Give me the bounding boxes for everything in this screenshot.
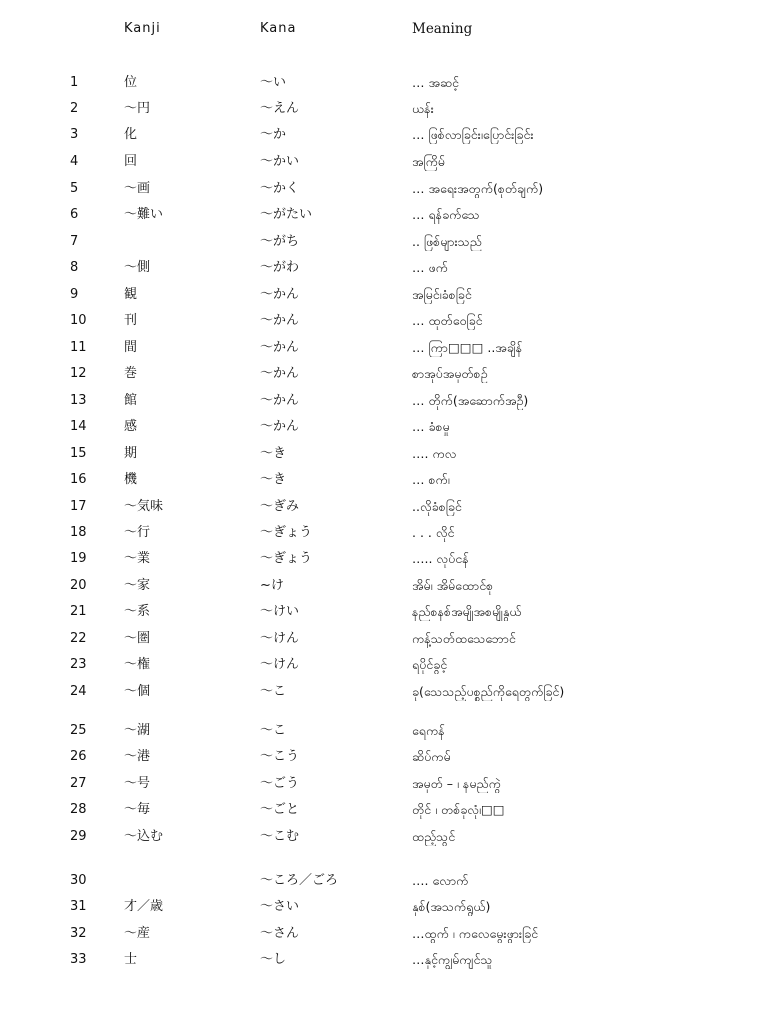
table-row: [0, 471, 768, 493]
meaning-cell: ရေကန်: [412, 723, 445, 738]
row-number: 15: [70, 446, 87, 461]
row-number: 30: [70, 873, 87, 888]
kanji-cell: ～権: [124, 657, 151, 672]
table-row: [0, 775, 768, 797]
row-number: 13: [70, 393, 87, 408]
row-number: 21: [70, 604, 87, 619]
meaning-cell: အိမ်၊ အိမ်ထောင်စု: [412, 578, 494, 593]
kanji-cell: ～港: [124, 749, 151, 764]
row-number: 11: [70, 340, 87, 355]
kanji-cell: 化: [124, 127, 138, 142]
table-row: [0, 722, 768, 744]
row-number: 4: [70, 154, 79, 169]
row-number: 19: [70, 551, 87, 566]
meaning-cell: … တိုက်(အဆောက်အဦ): [412, 393, 529, 408]
meaning-cell: ကန့်သတ်ထသေဘောင်: [412, 631, 516, 646]
kana-cell: ～こう: [260, 749, 300, 764]
kanji-cell: 機: [124, 472, 138, 487]
row-number: 16: [70, 472, 87, 487]
meaning-cell: ယန်း: [412, 101, 434, 116]
table-row: [0, 233, 768, 255]
kana-cell: ～か: [260, 127, 287, 142]
kana-cell: ～き: [260, 446, 287, 461]
row-number: 33: [70, 952, 87, 967]
table-row: [0, 748, 768, 770]
row-number: 24: [70, 684, 87, 699]
table-row: [0, 801, 768, 823]
kana-cell: ～かん: [260, 419, 300, 434]
row-number: 14: [70, 419, 87, 434]
kana-cell: ～ころ／ごろ: [260, 873, 339, 888]
table-row: [0, 259, 768, 281]
meaning-cell: ထည့်သွင်: [412, 829, 456, 844]
table-row: [0, 630, 768, 652]
row-number: 31: [70, 899, 87, 914]
kanji-cell: 館: [124, 393, 138, 408]
meaning-cell: … ခံစမှု: [412, 419, 450, 434]
kanji-cell: ～込む: [124, 829, 164, 844]
meaning-cell: ရပိုင်ခွင့်: [412, 657, 448, 672]
meaning-cell: …. ကလ: [412, 446, 457, 461]
row-number: 5: [70, 181, 79, 196]
kana-cell: ～がち: [260, 234, 300, 249]
meaning-cell: … ကြာ□□□ ..အချိန်: [412, 340, 523, 355]
kana-cell: ～かい: [260, 154, 300, 169]
row-number: 9: [70, 287, 79, 302]
kana-cell: ～さい: [260, 899, 300, 914]
table-row: [0, 206, 768, 228]
table-row: [0, 498, 768, 520]
table-row: [0, 153, 768, 175]
kanji-cell: ～圏: [124, 631, 151, 646]
row-number: 23: [70, 657, 87, 672]
meaning-cell: … ဖက်: [412, 260, 448, 275]
row-number: 12: [70, 366, 87, 381]
kanji-cell: ～家: [124, 578, 151, 593]
row-number: 22: [70, 631, 87, 646]
table-row: [0, 418, 768, 440]
kana-cell: ～かん: [260, 366, 300, 381]
kanji-cell: ～行: [124, 525, 151, 540]
kanji-cell: 回: [124, 154, 138, 169]
meaning-cell: တိုင် ၊ တစ်ခုလုံ၊□□: [412, 802, 505, 817]
kana-cell: ～かん: [260, 313, 300, 328]
table-row: [0, 828, 768, 850]
meaning-cell: အမှတ် – ၊ နမည်ကွဲ: [412, 776, 501, 791]
row-number: 17: [70, 499, 87, 514]
row-number: 27: [70, 776, 87, 791]
table-row: [0, 656, 768, 678]
row-number: 6: [70, 207, 79, 222]
header-kanji: Kanji: [124, 21, 161, 36]
meaning-cell: နှစ်(အသက်ရွယ်): [412, 899, 491, 914]
kana-cell: ～し: [260, 952, 287, 967]
kanji-cell: 位: [124, 75, 138, 90]
meaning-cell: … အဆင့်: [412, 75, 459, 90]
row-number: 29: [70, 829, 87, 844]
meaning-cell: … အရေးအတွက်(စုတ်ချက်): [412, 181, 544, 196]
meaning-cell: ဆိပ်ကမ်: [412, 749, 451, 764]
kana-cell: ～けい: [260, 604, 300, 619]
table-row: [0, 683, 768, 705]
meaning-cell: … ရန်ခက်သေ: [412, 207, 480, 222]
kanji-cell: 観: [124, 287, 138, 302]
kanji-cell: 士: [124, 952, 138, 967]
table-row: [0, 126, 768, 148]
kanji-cell: 巻: [124, 366, 138, 381]
kanji-cell: 間: [124, 340, 138, 355]
row-number: 28: [70, 802, 87, 817]
meaning-cell: …. လောက်: [412, 873, 469, 888]
kana-cell: ～こむ: [260, 829, 300, 844]
kanji-cell: ～側: [124, 260, 151, 275]
header-kana: Kana: [260, 21, 297, 36]
kanji-cell: ～個: [124, 684, 151, 699]
meaning-cell: .. ဖြစ်များသည်: [412, 234, 482, 249]
kanji-cell: ～系: [124, 604, 151, 619]
table-row: [0, 365, 768, 387]
kanji-cell: ～号: [124, 776, 151, 791]
meaning-cell: ….. လုပ်ငန်: [412, 551, 469, 566]
kana-cell: ～ごう: [260, 776, 300, 791]
kana-cell: ～がたい: [260, 207, 313, 222]
kanji-cell: ～毎: [124, 802, 151, 817]
meaning-cell: …ထွက် ၊ ကလေမွေးဖွားခြင်: [412, 926, 539, 941]
kanji-cell: ～業: [124, 551, 151, 566]
kanji-cell: 期: [124, 446, 138, 461]
kanji-cell: ～湖: [124, 723, 151, 738]
kanji-cell: 感: [124, 419, 138, 434]
kanji-cell: ～気味: [124, 499, 164, 514]
row-number: 18: [70, 525, 87, 540]
table-row: [0, 74, 768, 96]
kana-cell: ～ぎみ: [260, 499, 300, 514]
kana-cell: ～さん: [260, 926, 300, 941]
row-number: 26: [70, 749, 87, 764]
meaning-cell: အကြိမ်: [412, 154, 445, 169]
table-row: [0, 286, 768, 308]
row-number: 8: [70, 260, 79, 275]
meaning-cell: ခု(သေသည့်ပစ္စည်ကိုရေတွက်ခြင်): [412, 684, 565, 699]
kanji-cell: ～難い: [124, 207, 164, 222]
table-row: [0, 603, 768, 625]
table-row: [0, 898, 768, 920]
kana-cell: ～かん: [260, 287, 300, 302]
table-row: [0, 872, 768, 894]
kana-cell: ～こ: [260, 723, 287, 738]
row-number: 10: [70, 313, 87, 328]
table-row: [0, 550, 768, 572]
kana-cell: ～がわ: [260, 260, 300, 275]
kana-cell: ~け: [260, 578, 284, 593]
table-row: [0, 100, 768, 122]
row-number: 20: [70, 578, 87, 593]
kana-cell: ～えん: [260, 101, 300, 116]
table-row: [0, 180, 768, 202]
row-number: 1: [70, 75, 79, 90]
row-number: 25: [70, 723, 87, 738]
meaning-cell: ..လိုခံစခြင်: [412, 499, 462, 514]
kana-cell: ～き: [260, 472, 287, 487]
table-row: [0, 392, 768, 414]
kanji-cell: ～円: [124, 101, 151, 116]
meaning-cell: … ထုတ်ဝေခြင်: [412, 313, 483, 328]
table-row: [0, 951, 768, 973]
kana-cell: ～い: [260, 75, 287, 90]
kanji-cell: ～産: [124, 926, 151, 941]
row-number: 7: [70, 234, 79, 249]
kana-cell: ～ぎょう: [260, 525, 313, 540]
row-number: 2: [70, 101, 79, 116]
meaning-cell: . . . လိုင်: [412, 525, 455, 540]
kana-cell: ～かん: [260, 340, 300, 355]
meaning-cell: စာအုပ်အမှတ်စဉ်: [412, 366, 488, 381]
meaning-cell: … ဖြစ်လာခြင်း၊ပြောင်းခြင်း: [412, 127, 534, 142]
row-number: 3: [70, 127, 79, 142]
meaning-cell: …နှင့်ကျွမ်ကျင်သူ: [412, 952, 493, 967]
kana-cell: ～けん: [260, 631, 300, 646]
meaning-cell: … စက်၊: [412, 472, 450, 487]
table-row: [0, 339, 768, 361]
kana-cell: ～ぎょう: [260, 551, 313, 566]
kana-cell: ～かん: [260, 393, 300, 408]
kana-cell: ～ごと: [260, 802, 300, 817]
header-meaning: Meaning: [412, 21, 473, 37]
meaning-cell: အမြင်၊ခံစခြင်: [412, 287, 472, 302]
table-row: [0, 925, 768, 947]
table-row: [0, 524, 768, 546]
kana-cell: ～けん: [260, 657, 300, 672]
kana-cell: ～こ: [260, 684, 287, 699]
kanji-cell: ～画: [124, 181, 151, 196]
table-row: [0, 445, 768, 467]
table-row: [0, 577, 768, 599]
meaning-cell: နည်စနစ်အမျိုအစမျိုနွယ်: [412, 604, 522, 619]
kanji-cell: 刊: [124, 313, 138, 328]
row-number: 32: [70, 926, 87, 941]
kana-cell: ～かく: [260, 181, 300, 196]
kanji-cell: 才／歳: [124, 899, 164, 914]
table-row: [0, 312, 768, 334]
